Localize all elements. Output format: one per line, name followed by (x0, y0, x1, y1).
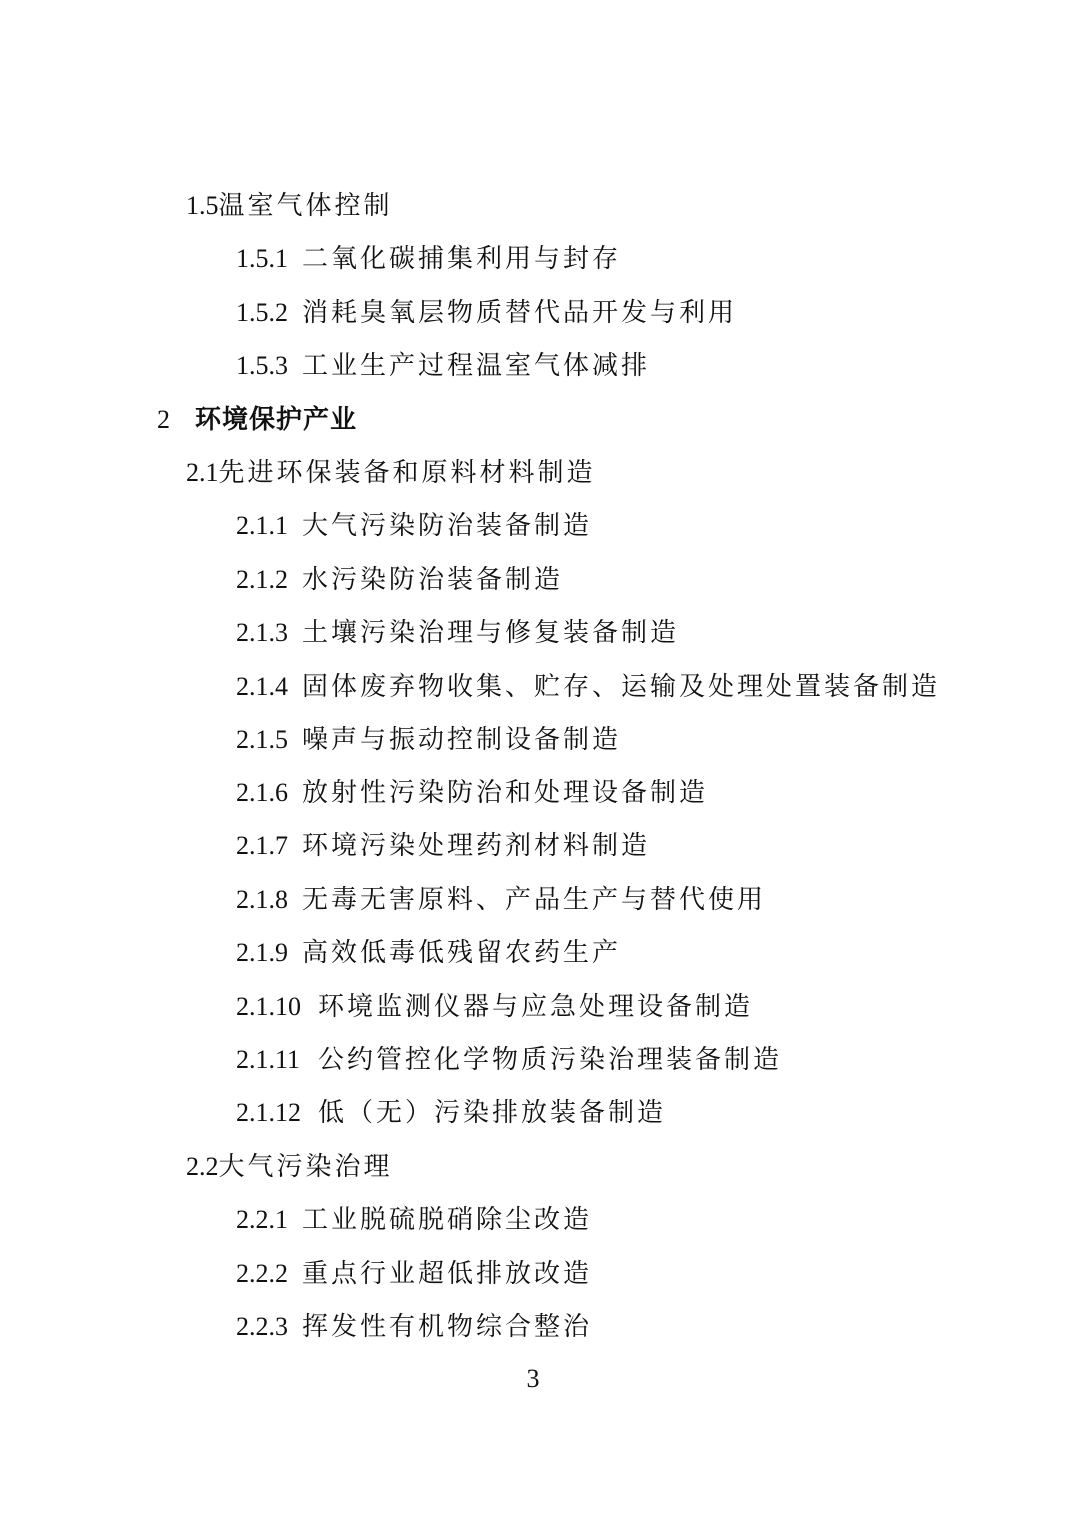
toc-number: 2.1.7 (236, 831, 288, 860)
toc-title: 公约管控化学物质污染治理装备制造 (318, 1045, 783, 1075)
toc-title: 无毒无害原料、产品生产与替代使用 (302, 885, 767, 915)
toc-entry-2-1-9 (236, 936, 621, 970)
toc-number: 2.1.10 (236, 992, 301, 1021)
toc-title: 低（无）污染排放装备制造 (318, 1098, 667, 1128)
toc-number: 2.2.2 (236, 1259, 288, 1288)
toc-number: 2.2.3 (236, 1312, 288, 1341)
toc-entry-2-1-4 (236, 670, 940, 704)
toc-title: 高效低毒低残留农药生产 (302, 938, 622, 968)
toc-title: 工业脱硫脱硝除尘改造 (302, 1205, 593, 1235)
toc-entry-2-1-12 (236, 1096, 666, 1130)
toc-entry-2-2 (186, 1150, 393, 1184)
toc-title: 二氧化碳捕集利用与封存 (302, 244, 622, 274)
toc-title: 工业生产过程温室气体减排 (302, 351, 651, 381)
toc-title: 放射性污染防治和处理设备制造 (302, 778, 709, 808)
toc-entry-2-1-3 (236, 616, 679, 650)
toc-title: 消耗臭氧层物质替代品开发与利用 (302, 298, 738, 328)
toc-title: 重点行业超低排放改造 (302, 1259, 593, 1289)
toc-title: 大气污染治理 (218, 1152, 393, 1182)
toc-number: 1.5.1 (236, 244, 288, 273)
toc-entry-1-5-1 (236, 242, 621, 276)
toc-number: 2.2.1 (236, 1205, 288, 1234)
toc-entry-2 (157, 403, 357, 437)
toc-title: 土壤污染治理与修复装备制造 (302, 618, 680, 648)
toc-title: 固体废弃物收集、贮存、运输及处理处置装备制造 (302, 672, 941, 702)
toc-number: 2.2 (186, 1152, 219, 1181)
toc-number: 2.1.2 (236, 565, 288, 594)
toc-entry-1-5-2 (236, 296, 737, 330)
toc-entry-2-1-1 (236, 509, 592, 543)
toc-entry-2-1 (186, 456, 596, 490)
toc-entry-2-2-2 (236, 1257, 592, 1291)
toc-entry-1-5 (186, 189, 393, 223)
toc-number: 2.1.11 (236, 1045, 301, 1074)
toc-number: 1.5.3 (236, 351, 288, 380)
toc-entry-2-1-5 (236, 723, 621, 757)
toc-title: 噪声与振动控制设备制造 (302, 725, 622, 755)
toc-title: 温室气体控制 (218, 191, 393, 221)
toc-number: 2 (157, 405, 170, 434)
toc-number: 2.1.5 (236, 725, 288, 754)
page-number: 3 (526, 1364, 540, 1393)
toc-number: 2.1 (186, 458, 219, 487)
toc-number: 2.1.6 (236, 778, 288, 807)
toc-number: 2.1.3 (236, 618, 288, 647)
toc-number: 2.1.1 (236, 511, 288, 540)
toc-entry-1-5-3 (236, 349, 650, 383)
toc-title: 挥发性有机物综合整治 (302, 1312, 593, 1342)
toc-number: 2.1.12 (236, 1098, 301, 1127)
toc-entry-2-1-11 (236, 1043, 782, 1077)
toc-entry-2-1-10 (236, 990, 753, 1024)
toc-title: 大气污染防治装备制造 (302, 511, 593, 541)
toc-number: 1.5.2 (236, 298, 288, 327)
toc-entry-2-2-3 (236, 1310, 592, 1344)
toc-entry-2-1-8 (236, 883, 766, 917)
toc-entry-2-1-7 (236, 829, 650, 863)
toc-entry-2-1-6 (236, 776, 708, 810)
toc-number: 2.1.4 (236, 672, 288, 701)
toc-title: 环境污染处理药剂材料制造 (302, 831, 651, 861)
toc-entry-2-1-2 (236, 563, 563, 597)
toc-title: 水污染防治装备制造 (302, 565, 564, 595)
toc-title: 环境保护产业 (195, 405, 358, 435)
toc-title: 先进环保装备和原料材料制造 (218, 458, 596, 488)
toc-entry-2-2-1 (236, 1203, 592, 1237)
toc-number: 2.1.8 (236, 885, 288, 914)
toc-number: 2.1.9 (236, 938, 288, 967)
toc-number: 1.5 (186, 191, 219, 220)
toc-title: 环境监测仪器与应急处理设备制造 (318, 992, 754, 1022)
